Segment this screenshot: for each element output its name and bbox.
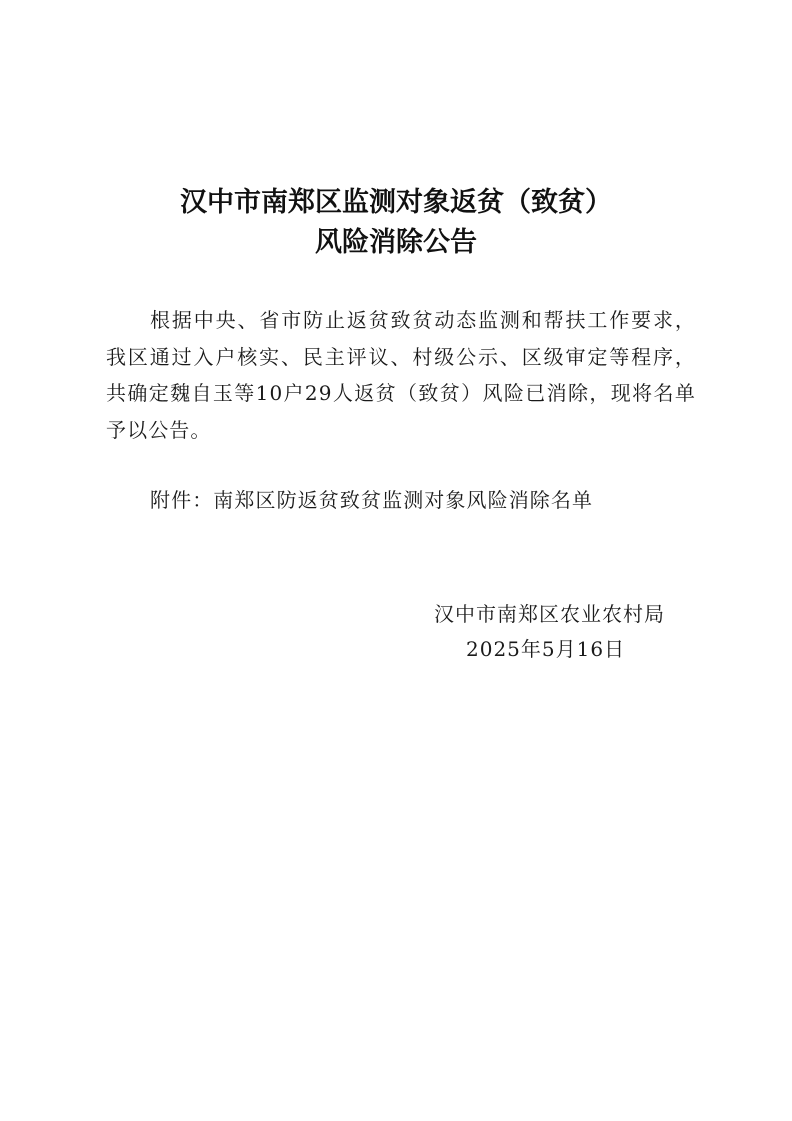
issuer-name: 汉中市南郑区农业农村局 <box>434 602 665 626</box>
issue-date: 2025年5月16日 <box>466 637 626 661</box>
document-title-line-1: 汉中市南郑区监测对象返贫（致贫） <box>180 187 612 218</box>
announcement-paragraph: 根据中央、省市防止返贫致贫动态监测和帮扶工作要求，我区通过入户核实、民主评议、村级公示、区级审定等程序，共确定魏自玉等10户29人返贫（致贫）风险已消除，现将名单予以公告。 <box>106 308 696 442</box>
document-title-line-2: 风险消除公告 <box>315 227 477 258</box>
attachment-line: 附件：南郑区防返贫致贫监测对象风险消除名单 <box>150 488 594 512</box>
